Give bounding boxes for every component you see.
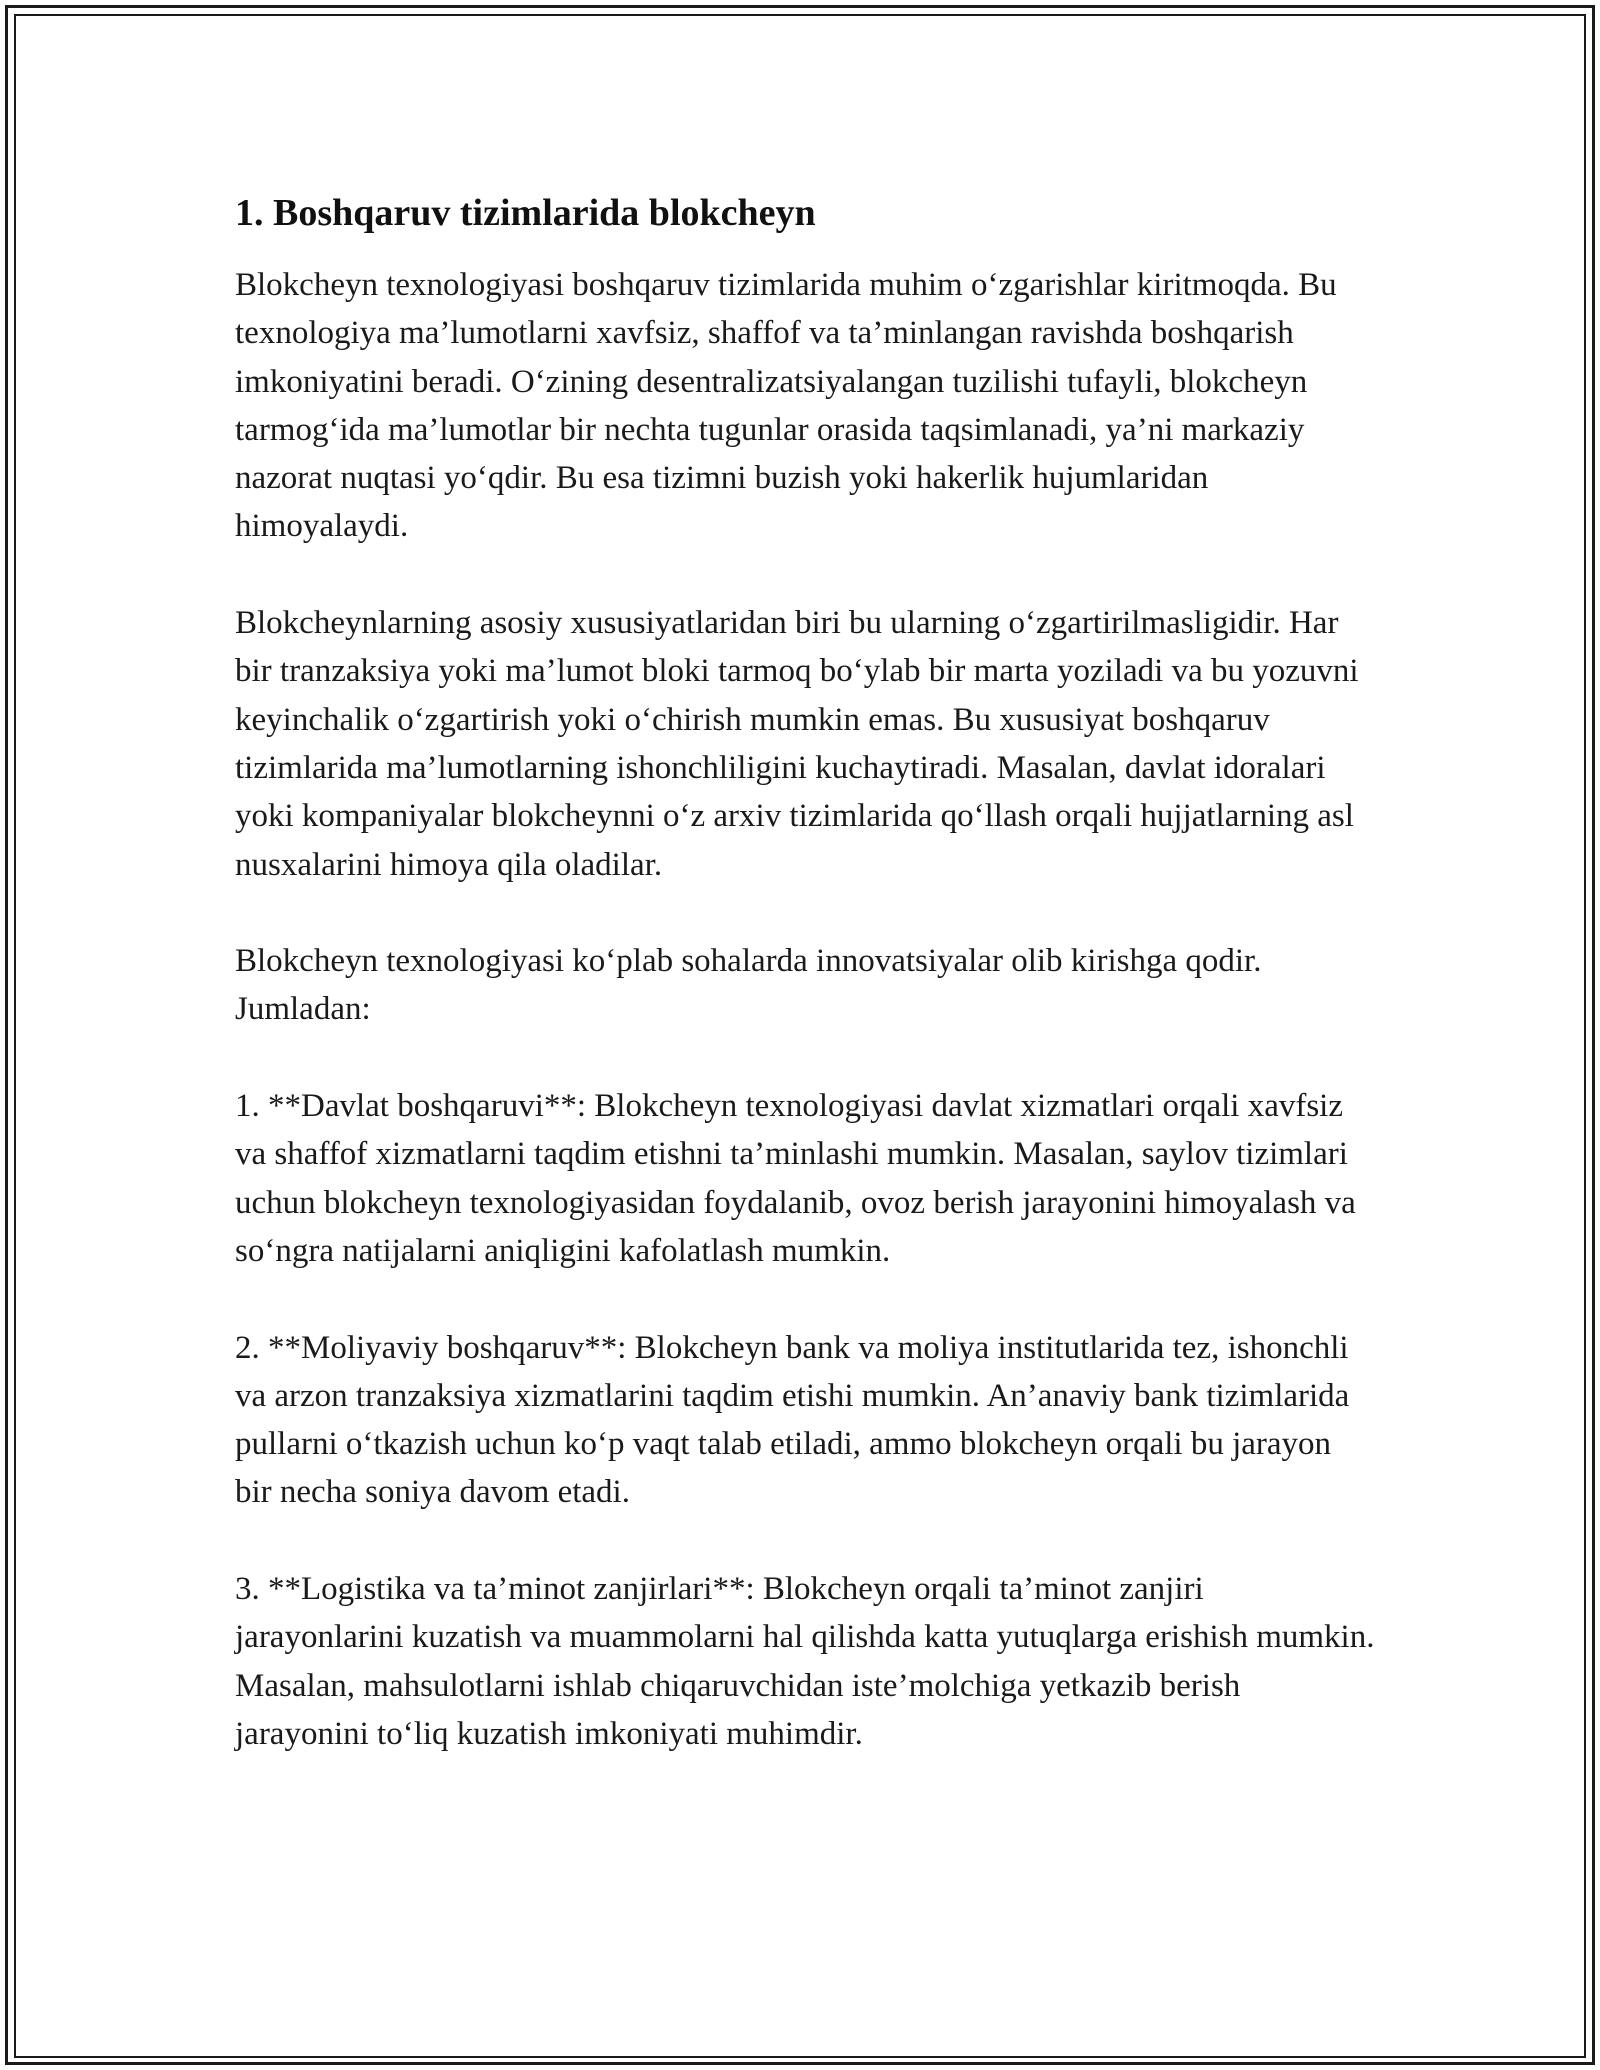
list-item-finance: 2. **Moliyaviy boshqaruv**: Blokcheyn bank va moliya institutlarida tez, ishonchli va arzon tranzaksiya xizmatlarini taqdim etishi mumkin. An’anaviy bank tizimlarida pullarni o‘tkazish uchun ko‘p vaqt talab etiladi, ammo blokcheyn orqali bu jarayon bir necha soniya davom etadi. <box>235 1329 1350 1511</box>
document-body <box>235 185 1375 1758</box>
list-item-government: 1. **Davlat boshqaruvi**: Blokcheyn texnologiyasi davlat xizmatlari orqali xavfsiz va shaffof xizmatlarni taqdim etishni ta’minlashi mumkin. Masalan, saylov tizimlari uchun blokcheyn texnologiyasidan foydalanib, ovoz berish jarayonini himoyalash va so‘ngra natijalarni aniqligini kafolatlash mumkin. <box>235 1088 1356 1269</box>
list-item-logistics: 3. **Logistika va ta’minot zanjirlari**: Blokcheyn orqali ta’minot zanjiri jarayonlarini kuzatish va muammolarni hal qilishda katta yutuqlarga erishish mumkin. Masalan, mahsulotlarni ishlab chiqaruvchidan iste’molchiga yetkazib berish jarayonini to‘liq kuzatish imkoniyati muhimdir. <box>235 1571 1375 1752</box>
paragraph-intro: Blokcheyn texnologiyasi boshqaruv tizimlarida muhim o‘zgarishlar kiritmoqda. Bu texnologiya ma’lumotlarni xavfsiz, shaffof va ta’minlangan ravishda boshqarish imkoniyatini beradi. O‘zining desentralizatsiyalangan tuzilishi tufayli, blokcheyn tarmog‘ida ma’lumotlar bir nechta tugunlar orasida taqsimlanadi, ya’ni markaziy nazorat nuqtasi yo‘qdir. Bu esa tizimni buzish yoki hakerlik hujumlaridan himoyalaydi. <box>235 267 1337 545</box>
paragraph-spacer <box>235 1034 1375 1082</box>
paragraph-immutability: Blokcheynlarning asosiy xususiyatlaridan biri bu ularning o‘zgartirilmasligidir. Har bir tranzaksiya yoki ma’lumot bloki tarmoq bo‘ylab bir marta yoziladi va bu yozuvni keyinchalik o‘zgartirish yoki o‘chirish mumkin emas. Bu xususiyat boshqaruv tizimlarida ma’lumotlarning ishonchliligini kuchaytiradi. Masalan, davlat idoralari yoki kompaniyalar blokcheynni o‘z arxiv tizimlarida qo‘llash orqali hujjatlarning asl nusxalarini himoya qila oladilar. <box>235 605 1359 883</box>
paragraph-spacer <box>235 551 1375 599</box>
paragraph-innovations: Blokcheyn texnologiyasi ko‘plab sohalarda innovatsiyalar olib kirishga qodir. Jumladan: <box>235 943 1262 1028</box>
paragraph-spacer <box>235 1517 1375 1565</box>
section-heading: 1. Boshqaruv tizimlarida blokcheyn <box>235 192 816 234</box>
paragraph-spacer <box>235 1275 1375 1323</box>
paragraph-spacer <box>235 889 1375 937</box>
